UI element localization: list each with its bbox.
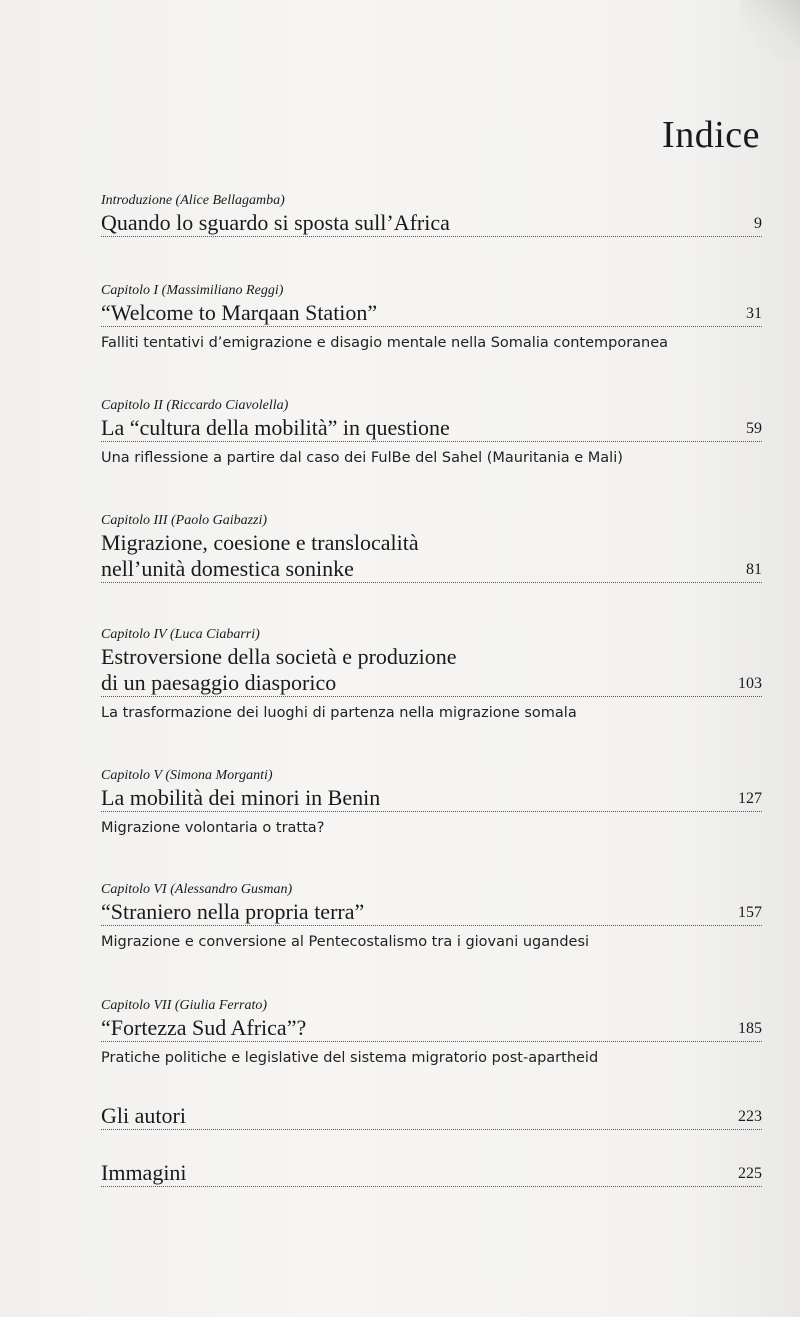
entry-title-line-2: di un paesaggio diasporico	[101, 670, 337, 695]
entry-title-row	[101, 899, 762, 926]
entry-page-number: 31	[746, 305, 762, 322]
entry-title-line-1: Migrazione, coesione e translocalità	[101, 530, 419, 555]
entry-label: Introduzione	[101, 193, 173, 208]
entry-author-line	[101, 512, 762, 530]
entry-author: (Alessandro Gusman)	[170, 882, 293, 897]
entry-label: Capitolo VI	[101, 882, 167, 897]
entry-title: La “cultura della mobilità” in questione	[101, 415, 450, 440]
entry-title: “Straniero nella propria terra”	[101, 899, 365, 924]
entry-author: (Simona Morganti)	[165, 768, 273, 783]
entry-author-line	[101, 282, 762, 300]
entry-subtitle: Pratiche politiche e legislative del sistema migratorio post-apartheid	[101, 1050, 599, 1066]
entry-page-number: 9	[754, 215, 762, 232]
toc-entry-capitolo-6[interactable]	[101, 881, 762, 952]
entry-title-row	[101, 1015, 762, 1042]
entry-page-number: 185	[738, 1020, 762, 1037]
entry-author: (Alice Bellagamba)	[175, 193, 285, 208]
toc-entry-capitolo-2[interactable]	[101, 397, 762, 468]
entry-title: La mobilità dei minori in Benin	[101, 785, 381, 810]
entry-label: Capitolo IV	[101, 627, 167, 642]
entry-title-line-1: Estroversione della società e produzione	[101, 644, 457, 669]
entry-author-line	[101, 192, 762, 210]
entry-subtitle: La trasformazione dei luoghi di partenza nella migrazione somala	[101, 705, 577, 721]
entry-author: (Massimiliano Reggi)	[161, 283, 284, 298]
entry-author-line	[101, 626, 762, 644]
entry-title-row	[101, 210, 762, 237]
entry-subtitle: Migrazione volontaria o tratta?	[101, 820, 325, 836]
toc-entry-capitolo-5[interactable]	[101, 767, 762, 838]
entry-label: Capitolo III	[101, 513, 168, 528]
entry-page-number: 59	[746, 420, 762, 437]
toc-entry-introduzione[interactable]	[101, 192, 762, 237]
toc-entry-capitolo-7[interactable]	[101, 997, 762, 1068]
entry-title-row	[101, 1160, 762, 1187]
entry-page-number: 157	[738, 904, 762, 921]
entry-author: (Riccardo Ciavolella)	[166, 398, 289, 413]
toc-entry-gli-autori[interactable]	[101, 1103, 762, 1130]
entry-title-row	[101, 785, 762, 812]
entry-title: Quando lo sguardo si sposta sull’Africa	[101, 210, 450, 235]
entry-page-number: 225	[738, 1165, 762, 1182]
entry-title: Immagini	[101, 1160, 187, 1185]
entry-label: Capitolo V	[101, 768, 162, 783]
entry-title-line-2: nell’unità domestica soninke	[101, 556, 354, 581]
entry-author-line	[101, 767, 762, 785]
page-corner-shadow	[740, 0, 800, 60]
entry-title-row	[101, 300, 762, 327]
entry-author-line	[101, 881, 762, 899]
toc-entry-capitolo-4[interactable]	[101, 626, 762, 723]
entry-title-row	[101, 1103, 762, 1130]
entry-label: Capitolo VII	[101, 998, 172, 1013]
entry-page-number: 81	[746, 561, 762, 578]
entry-subtitle: Falliti tentativi d’emigrazione e disagio mentale nella Somalia contemporanea	[101, 335, 669, 351]
entry-label: Capitolo I	[101, 283, 159, 298]
entry-title: “Fortezza Sud Africa”?	[101, 1015, 307, 1040]
entry-author: (Giulia Ferrato)	[174, 998, 268, 1013]
entry-title-row	[101, 415, 762, 442]
entry-title-row	[101, 644, 762, 697]
entry-author-line	[101, 397, 762, 415]
toc-entry-capitolo-1[interactable]	[101, 282, 762, 353]
toc-entry-capitolo-3[interactable]	[101, 512, 762, 583]
entry-title-row	[101, 530, 762, 583]
entry-subtitle: Una riflessione a partire dal caso dei FulBe del Sahel (Mauritania e Mali)	[101, 450, 623, 466]
entry-subtitle: Migrazione e conversione al Pentecostalismo tra i giovani ugandesi	[101, 934, 590, 950]
entry-title: Gli autori	[101, 1103, 186, 1128]
entry-author-line	[101, 997, 762, 1015]
entry-label: Capitolo II	[101, 398, 163, 413]
entry-page-number: 127	[738, 790, 762, 807]
entry-title: “Welcome to Marqaan Station”	[101, 300, 378, 325]
entry-page-number: 103	[738, 675, 762, 692]
entry-author: (Luca Ciabarri)	[169, 627, 260, 642]
index-heading: Indice	[662, 114, 760, 156]
entry-page-number: 223	[738, 1108, 762, 1125]
entry-author: (Paolo Gaibazzi)	[171, 513, 268, 528]
toc-entry-immagini[interactable]	[101, 1160, 762, 1187]
